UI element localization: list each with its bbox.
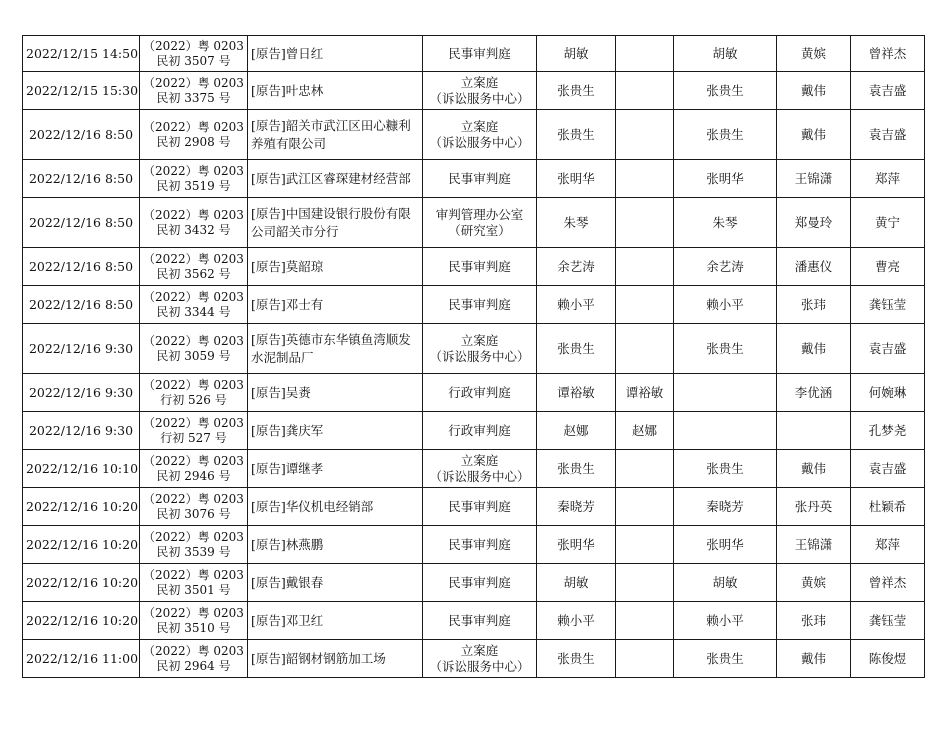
- hearing-time-cell: 2022/12/16 10:20: [23, 488, 140, 526]
- judge-cell: 谭裕敏: [537, 374, 616, 412]
- judge-cell: 张贵生: [537, 110, 616, 160]
- court-division-cell: [423, 564, 537, 602]
- clerk-cell: 戴伟: [777, 110, 851, 160]
- panel-member-cell: 张明华: [674, 526, 777, 564]
- case-number-line: 民初 3375 号: [156, 90, 231, 105]
- party-cell: [原告]武江区睿琛建材经营部: [248, 160, 423, 198]
- party-cell: [原告]华仪机电经销部: [248, 488, 423, 526]
- secretary-cell: 郑萍: [851, 526, 925, 564]
- table-row: [23, 564, 925, 602]
- table-row: [23, 450, 925, 488]
- case-number-line: 民初 3059 号: [156, 348, 231, 363]
- court-division-cell: [423, 526, 537, 564]
- presiding-judge-cell: [616, 324, 674, 374]
- court-division-cell: [423, 72, 537, 110]
- case-number-cell: [140, 286, 248, 324]
- judge-cell: 朱琴: [537, 198, 616, 248]
- judge-cell: 张贵生: [537, 72, 616, 110]
- hearing-time-cell: 2022/12/16 8:50: [23, 110, 140, 160]
- case-number-line: 民初 3432 号: [156, 222, 231, 237]
- panel-member-cell: 赖小平: [674, 286, 777, 324]
- case-number-cell: [140, 36, 248, 72]
- judge-cell: 张贵生: [537, 324, 616, 374]
- case-number-line: 民初 3501 号: [156, 582, 231, 597]
- table-row: [23, 248, 925, 286]
- secretary-cell: 曾祥杰: [851, 564, 925, 602]
- hearing-time-cell: 2022/12/16 8:50: [23, 198, 140, 248]
- court-division-line: （诉讼服务中心）: [429, 468, 530, 484]
- party-cell: [原告]戴银春: [248, 564, 423, 602]
- case-number-line: （2022）粤 0203: [143, 289, 244, 304]
- case-number-line: （2022）粤 0203: [143, 605, 244, 620]
- presiding-judge-cell: [616, 36, 674, 72]
- clerk-cell: [777, 412, 851, 450]
- party-cell: [原告]韶关市武江区田心糠利养殖有限公司: [248, 110, 423, 160]
- panel-member-cell: 朱琴: [674, 198, 777, 248]
- party-cell: [原告]韶钢材钢筋加工场: [248, 640, 423, 678]
- court-division-line: 立案庭: [460, 74, 499, 90]
- table-row: [23, 36, 925, 72]
- clerk-cell: 张丹英: [777, 488, 851, 526]
- case-number-cell: [140, 374, 248, 412]
- court-division-line: 立案庭: [460, 118, 499, 134]
- case-number-cell: [140, 602, 248, 640]
- court-division-line: 行政审判庭: [448, 422, 511, 438]
- hearing-time-cell: 2022/12/16 10:20: [23, 602, 140, 640]
- case-number-line: 民初 2946 号: [156, 468, 231, 483]
- presiding-judge-cell: [616, 488, 674, 526]
- clerk-cell: 戴伟: [777, 450, 851, 488]
- party-cell: [原告]邓卫红: [248, 602, 423, 640]
- case-number-line: 民初 2964 号: [156, 658, 231, 673]
- secretary-cell: 袁吉盛: [851, 324, 925, 374]
- party-cell: [原告]龚庆军: [248, 412, 423, 450]
- table-row: [23, 198, 925, 248]
- court-division-cell: [423, 248, 537, 286]
- secretary-cell: 袁吉盛: [851, 450, 925, 488]
- hearing-time-cell: 2022/12/16 9:30: [23, 412, 140, 450]
- judge-cell: 张贵生: [537, 640, 616, 678]
- case-number-line: 民初 3076 号: [156, 506, 231, 521]
- court-division-line: 民事审判庭: [448, 258, 511, 274]
- presiding-judge-cell: [616, 526, 674, 564]
- case-number-cell: [140, 450, 248, 488]
- secretary-cell: 杜颖希: [851, 488, 925, 526]
- case-number-cell: [140, 160, 248, 198]
- case-number-cell: [140, 72, 248, 110]
- case-number-line: （2022）粤 0203: [143, 567, 244, 582]
- case-number-cell: [140, 640, 248, 678]
- panel-member-cell: 赖小平: [674, 602, 777, 640]
- case-number-line: （2022）粤 0203: [143, 119, 244, 134]
- secretary-cell: 袁吉盛: [851, 110, 925, 160]
- hearing-time-cell: 2022/12/16 10:10: [23, 450, 140, 488]
- court-division-line: 立案庭: [460, 642, 499, 658]
- presiding-judge-cell: [616, 248, 674, 286]
- case-number-line: （2022）粤 0203: [143, 491, 244, 506]
- judge-cell: 张明华: [537, 160, 616, 198]
- hearing-time-cell: 2022/12/16 10:20: [23, 564, 140, 602]
- presiding-judge-cell: [616, 160, 674, 198]
- hearing-time-cell: 2022/12/16 8:50: [23, 160, 140, 198]
- court-division-line: （诉讼服务中心）: [429, 348, 530, 364]
- case-number-line: （2022）粤 0203: [143, 163, 244, 178]
- court-division-cell: [423, 36, 537, 72]
- court-division-line: 审判管理办公室: [435, 206, 524, 222]
- court-division-line: （诉讼服务中心）: [429, 90, 530, 106]
- secretary-cell: 曹亮: [851, 248, 925, 286]
- case-number-cell: [140, 412, 248, 450]
- hearing-time-cell: 2022/12/15 15:30: [23, 72, 140, 110]
- judge-cell: 赖小平: [537, 602, 616, 640]
- panel-member-cell: [674, 374, 777, 412]
- table-row: [23, 72, 925, 110]
- table-row: [23, 526, 925, 564]
- presiding-judge-cell: [616, 602, 674, 640]
- presiding-judge-cell: [616, 72, 674, 110]
- hearing-time-cell: 2022/12/16 8:50: [23, 286, 140, 324]
- secretary-cell: 陈俊煜: [851, 640, 925, 678]
- court-division-line: 立案庭: [460, 452, 499, 468]
- court-division-line: 民事审判庭: [448, 45, 511, 61]
- party-cell: [原告]叶忠林: [248, 72, 423, 110]
- secretary-cell: 龚钰莹: [851, 602, 925, 640]
- secretary-cell: 龚钰莹: [851, 286, 925, 324]
- court-division-line: 民事审判庭: [448, 574, 511, 590]
- presiding-judge-cell: [616, 110, 674, 160]
- case-number-cell: [140, 564, 248, 602]
- clerk-cell: 张玮: [777, 286, 851, 324]
- judge-cell: 赵娜: [537, 412, 616, 450]
- case-number-line: 民初 2908 号: [156, 134, 231, 149]
- panel-member-cell: 张贵生: [674, 450, 777, 488]
- table-body: [23, 36, 925, 678]
- clerk-cell: 潘惠仪: [777, 248, 851, 286]
- clerk-cell: 王锦潇: [777, 526, 851, 564]
- court-division-line: （诉讼服务中心）: [429, 658, 530, 674]
- panel-member-cell: 胡敏: [674, 564, 777, 602]
- judge-cell: 张贵生: [537, 450, 616, 488]
- court-division-line: 民事审判庭: [448, 498, 511, 514]
- case-number-cell: [140, 198, 248, 248]
- presiding-judge-cell: 谭裕敏: [616, 374, 674, 412]
- court-division-line: 民事审判庭: [448, 296, 511, 312]
- court-division-line: 民事审判庭: [448, 612, 511, 628]
- party-cell: [原告]谭继孝: [248, 450, 423, 488]
- court-division-cell: [423, 412, 537, 450]
- court-division-cell: [423, 640, 537, 678]
- party-cell: [原告]英德市东华镇鱼湾顺发水泥制品厂: [248, 324, 423, 374]
- table-row: [23, 324, 925, 374]
- court-division-cell: [423, 602, 537, 640]
- judge-cell: 张明华: [537, 526, 616, 564]
- court-division-cell: [423, 488, 537, 526]
- presiding-judge-cell: [616, 286, 674, 324]
- panel-member-cell: 张贵生: [674, 110, 777, 160]
- party-cell: [原告]中国建设银行股份有限公司韶关市分行: [248, 198, 423, 248]
- presiding-judge-cell: [616, 198, 674, 248]
- clerk-cell: 黄嫔: [777, 564, 851, 602]
- case-number-line: （2022）粤 0203: [143, 377, 244, 392]
- clerk-cell: 郑曼玲: [777, 198, 851, 248]
- clerk-cell: 王锦潇: [777, 160, 851, 198]
- party-cell: [原告]莫韶琼: [248, 248, 423, 286]
- court-division-line: 立案庭: [460, 332, 499, 348]
- table-row: [23, 110, 925, 160]
- court-division-cell: [423, 198, 537, 248]
- panel-member-cell: 张贵生: [674, 72, 777, 110]
- court-division-line: 民事审判庭: [448, 536, 511, 552]
- clerk-cell: 戴伟: [777, 72, 851, 110]
- party-cell: [原告]林燕鹏: [248, 526, 423, 564]
- case-number-cell: [140, 324, 248, 374]
- court-division-line: 行政审判庭: [448, 384, 511, 400]
- table-row: [23, 374, 925, 412]
- case-number-line: 行初 526 号: [160, 392, 227, 407]
- court-division-cell: [423, 324, 537, 374]
- table-row: [23, 640, 925, 678]
- table-row: [23, 602, 925, 640]
- case-number-line: 民初 3344 号: [156, 304, 231, 319]
- case-number-line: 民初 3519 号: [156, 178, 231, 193]
- court-division-cell: [423, 450, 537, 488]
- hearing-time-cell: 2022/12/16 9:30: [23, 374, 140, 412]
- table-row: [23, 286, 925, 324]
- party-cell: [原告]吴赉: [248, 374, 423, 412]
- case-number-line: （2022）粤 0203: [143, 75, 244, 90]
- case-number-line: 民初 3539 号: [156, 544, 231, 559]
- case-number-line: （2022）粤 0203: [143, 251, 244, 266]
- presiding-judge-cell: [616, 450, 674, 488]
- panel-member-cell: 张明华: [674, 160, 777, 198]
- case-number-cell: [140, 526, 248, 564]
- court-division-cell: [423, 160, 537, 198]
- clerk-cell: 李优涵: [777, 374, 851, 412]
- secretary-cell: 郑萍: [851, 160, 925, 198]
- clerk-cell: 戴伟: [777, 324, 851, 374]
- table-row: [23, 488, 925, 526]
- case-number-line: 民初 3507 号: [156, 53, 231, 68]
- case-number-line: 民初 3510 号: [156, 620, 231, 635]
- clerk-cell: 张玮: [777, 602, 851, 640]
- presiding-judge-cell: 赵娜: [616, 412, 674, 450]
- case-number-cell: [140, 110, 248, 160]
- panel-member-cell: 胡敏: [674, 36, 777, 72]
- hearing-time-cell: 2022/12/16 9:30: [23, 324, 140, 374]
- panel-member-cell: 余艺涛: [674, 248, 777, 286]
- secretary-cell: 袁吉盛: [851, 72, 925, 110]
- court-division-cell: [423, 110, 537, 160]
- judge-cell: 赖小平: [537, 286, 616, 324]
- panel-member-cell: 秦晓芳: [674, 488, 777, 526]
- case-number-line: （2022）粤 0203: [143, 333, 244, 348]
- clerk-cell: 黄嫔: [777, 36, 851, 72]
- panel-member-cell: 张贵生: [674, 324, 777, 374]
- case-number-line: （2022）粤 0203: [143, 453, 244, 468]
- table-row: [23, 160, 925, 198]
- case-number-line: （2022）粤 0203: [143, 643, 244, 658]
- secretary-cell: 孔梦尧: [851, 412, 925, 450]
- case-number-line: （2022）粤 0203: [143, 415, 244, 430]
- hearing-time-cell: 2022/12/16 8:50: [23, 248, 140, 286]
- hearing-schedule-table: [22, 35, 925, 678]
- case-number-line: 民初 3562 号: [156, 266, 231, 281]
- presiding-judge-cell: [616, 564, 674, 602]
- court-division-cell: [423, 374, 537, 412]
- hearing-time-cell: 2022/12/16 10:20: [23, 526, 140, 564]
- court-division-line: （诉讼服务中心）: [429, 134, 530, 150]
- hearing-time-cell: 2022/12/15 14:50: [23, 36, 140, 72]
- judge-cell: 秦晓芳: [537, 488, 616, 526]
- case-number-cell: [140, 248, 248, 286]
- party-cell: [原告]曾日红: [248, 36, 423, 72]
- case-number-line: （2022）粤 0203: [143, 207, 244, 222]
- court-division-cell: [423, 286, 537, 324]
- presiding-judge-cell: [616, 640, 674, 678]
- case-number-cell: [140, 488, 248, 526]
- party-cell: [原告]邓士有: [248, 286, 423, 324]
- clerk-cell: 戴伟: [777, 640, 851, 678]
- table-row: [23, 412, 925, 450]
- judge-cell: 胡敏: [537, 564, 616, 602]
- secretary-cell: 曾祥杰: [851, 36, 925, 72]
- case-number-line: 行初 527 号: [160, 430, 227, 445]
- court-division-line: 民事审判庭: [448, 170, 511, 186]
- hearing-time-cell: 2022/12/16 11:00: [23, 640, 140, 678]
- case-number-line: （2022）粤 0203: [143, 529, 244, 544]
- panel-member-cell: 张贵生: [674, 640, 777, 678]
- judge-cell: 胡敏: [537, 36, 616, 72]
- judge-cell: 余艺涛: [537, 248, 616, 286]
- court-division-line: （研究室）: [448, 222, 511, 238]
- case-number-line: （2022）粤 0203: [143, 38, 244, 53]
- secretary-cell: 黄宁: [851, 198, 925, 248]
- secretary-cell: 何婉琳: [851, 374, 925, 412]
- panel-member-cell: [674, 412, 777, 450]
